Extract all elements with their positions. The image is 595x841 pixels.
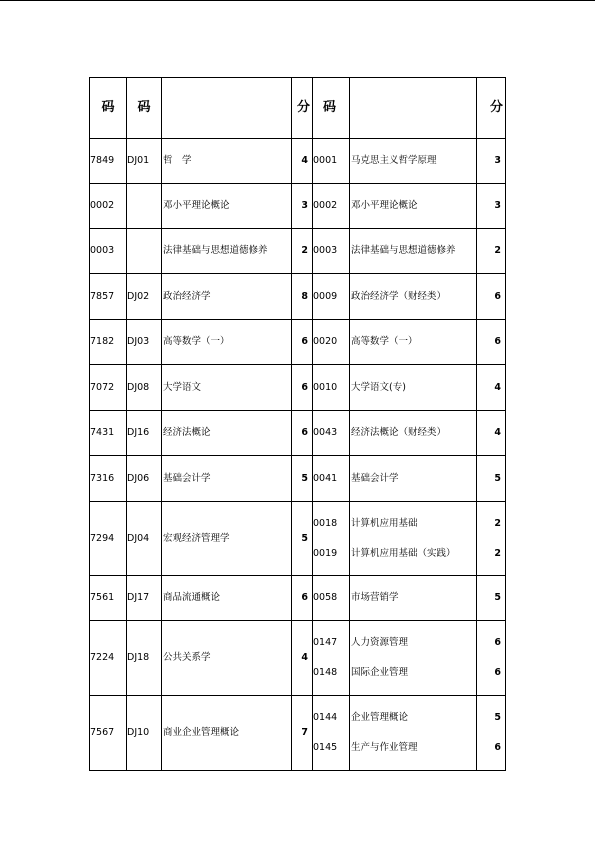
sub-credit-cell (477, 502, 506, 576)
sub-course-code: 0144 (313, 712, 338, 723)
course-name: 商业企业管理概论 (162, 696, 292, 771)
course-code: 0002 (90, 184, 127, 229)
table-row (90, 229, 506, 274)
course-credit: 6 (292, 576, 313, 621)
sub-code-cell (313, 229, 350, 274)
sub-name-cell (350, 229, 477, 274)
sub-course-credit: 3 (494, 155, 501, 167)
sub-name-cell (350, 139, 477, 184)
sub-course-code: 0019 (313, 547, 338, 559)
dj-code: DJ17 (127, 576, 162, 621)
sub-course-credit: 2 (494, 547, 501, 559)
course-code: 0003 (90, 229, 127, 274)
header-cell: 码 (127, 78, 162, 139)
sub-course-credit: 6 (494, 637, 501, 648)
sub-course-name: 基础会计学 (351, 472, 399, 484)
table-row (90, 365, 506, 411)
sub-course-credit: 3 (494, 200, 501, 212)
course-code: 7294 (90, 502, 127, 576)
course-code: 7316 (90, 456, 127, 502)
header-cell (162, 78, 292, 139)
sub-course-name: 邓小平理论概论 (351, 200, 418, 212)
sub-course-credit: 2 (494, 245, 501, 257)
dj-code: DJ04 (127, 502, 162, 576)
sub-course-code: 0145 (313, 742, 338, 753)
sub-course-credit: 4 (494, 381, 501, 393)
course-name: 基础会计学 (162, 456, 292, 502)
course-code: 7224 (90, 621, 127, 696)
sub-course-name: 生产与作业管理 (351, 742, 418, 753)
course-name: 商品流通概论 (162, 576, 292, 621)
sub-code-cell (313, 139, 350, 184)
header-cell: 码 (90, 78, 127, 139)
sub-credit-cell (477, 411, 506, 456)
sub-course-code: 0041 (313, 472, 338, 484)
sub-course-name: 计算机应用基础（实践） (351, 547, 456, 559)
sub-name-cell (350, 411, 477, 456)
sub-name-cell (350, 621, 477, 696)
dj-code: DJ16 (127, 411, 162, 456)
sub-course-code: 0018 (313, 517, 338, 529)
table-row (90, 621, 506, 696)
dj-code: DJ06 (127, 456, 162, 502)
sub-code-cell (313, 365, 350, 411)
sub-course-name: 高等数学（一） (351, 336, 418, 348)
sub-course-credit: 6 (494, 336, 501, 348)
sub-code-cell (313, 456, 350, 502)
sub-code-cell (313, 320, 350, 365)
sub-course-code: 0009 (313, 290, 338, 302)
sub-code-cell (313, 696, 350, 771)
table-row (90, 502, 506, 576)
sub-name-cell (350, 696, 477, 771)
sub-course-code: 0147 (313, 637, 338, 648)
sub-credit-cell (477, 320, 506, 365)
sub-name-cell (350, 274, 477, 320)
course-code: 7849 (90, 139, 127, 184)
course-name: 哲 学 (162, 139, 292, 184)
course-credit: 8 (292, 274, 313, 320)
course-code: 7072 (90, 365, 127, 411)
sub-course-credit: 6 (494, 742, 501, 753)
sub-course-credit: 5 (494, 592, 501, 604)
sub-credit-cell (477, 621, 506, 696)
course-code: 7182 (90, 320, 127, 365)
dj-code: DJ10 (127, 696, 162, 771)
sub-course-name: 市场营销学 (351, 592, 399, 604)
header-cell: 分 (477, 78, 506, 139)
sub-code-cell (313, 411, 350, 456)
dj-code (127, 229, 162, 274)
dj-code (127, 184, 162, 229)
table-row (90, 696, 506, 771)
sub-code-cell (313, 274, 350, 320)
course-credit: 6 (292, 320, 313, 365)
sub-credit-cell (477, 696, 506, 771)
dj-code: DJ01 (127, 139, 162, 184)
sub-course-name: 大学语文(专) (351, 381, 406, 393)
course-credit: 6 (292, 411, 313, 456)
sub-course-name: 马克思主义哲学原理 (351, 155, 437, 167)
sub-code-cell (313, 184, 350, 229)
table-row (90, 320, 506, 365)
sub-code-cell (313, 576, 350, 621)
sub-course-name: 国际企业管理 (351, 667, 409, 678)
sub-course-code: 0003 (313, 245, 338, 257)
table-row (90, 274, 506, 320)
sub-credit-cell (477, 456, 506, 502)
sub-course-code: 0148 (313, 667, 338, 678)
sub-course-credit: 2 (494, 517, 501, 529)
header-cell: 分 (292, 78, 313, 139)
sub-course-code: 0043 (313, 427, 338, 439)
course-name: 高等数学（一） (162, 320, 292, 365)
sub-course-code: 0020 (313, 336, 338, 348)
course-credit: 6 (292, 365, 313, 411)
sub-course-credit: 5 (494, 472, 501, 484)
sub-course-code: 0002 (313, 200, 338, 212)
course-credit: 4 (292, 139, 313, 184)
sub-name-cell (350, 502, 477, 576)
course-name: 法律基础与思想道德修养 (162, 229, 292, 274)
sub-course-code: 0001 (313, 155, 338, 167)
sub-course-credit: 6 (494, 290, 501, 302)
course-name: 经济法概论 (162, 411, 292, 456)
sub-credit-cell (477, 576, 506, 621)
sub-code-cell (313, 502, 350, 576)
sub-name-cell (350, 576, 477, 621)
course-mapping-table (89, 77, 506, 771)
sub-course-name: 法律基础与思想道德修养 (351, 245, 456, 257)
course-code: 7567 (90, 696, 127, 771)
sub-name-cell (350, 320, 477, 365)
course-credit: 5 (292, 456, 313, 502)
sub-code-cell (313, 621, 350, 696)
dj-code: DJ03 (127, 320, 162, 365)
sub-course-code: 0058 (313, 592, 338, 604)
header-cell (350, 78, 477, 139)
sub-credit-cell (477, 229, 506, 274)
header-cell: 码 (313, 78, 350, 139)
course-credit: 3 (292, 184, 313, 229)
table-row (90, 411, 506, 456)
course-credit: 2 (292, 229, 313, 274)
course-name: 公共关系学 (162, 621, 292, 696)
course-name: 大学语文 (162, 365, 292, 411)
sub-course-credit: 5 (494, 712, 501, 723)
sub-name-cell (350, 365, 477, 411)
course-credit: 7 (292, 696, 313, 771)
course-name: 宏观经济管理学 (162, 502, 292, 576)
course-name: 政治经济学 (162, 274, 292, 320)
sub-credit-cell (477, 365, 506, 411)
sub-course-credit: 6 (494, 667, 501, 678)
sub-course-name: 计算机应用基础 (351, 517, 418, 529)
course-credit: 5 (292, 502, 313, 576)
sub-course-name: 人力资源管理 (351, 637, 409, 648)
sub-course-name: 政治经济学（财经类） (351, 290, 447, 302)
table-row (90, 184, 506, 229)
course-credit: 4 (292, 621, 313, 696)
dj-code: DJ08 (127, 365, 162, 411)
sub-course-name: 经济法概论（财经类） (351, 427, 447, 439)
top-rule (0, 0, 595, 1)
course-code: 7561 (90, 576, 127, 621)
table-row (90, 576, 506, 621)
sub-name-cell (350, 184, 477, 229)
dj-code: DJ02 (127, 274, 162, 320)
sub-credit-cell (477, 274, 506, 320)
course-name: 邓小平理论概论 (162, 184, 292, 229)
sub-credit-cell (477, 139, 506, 184)
table-row (90, 139, 506, 184)
sub-course-code: 0010 (313, 381, 338, 393)
dj-code: DJ18 (127, 621, 162, 696)
course-code: 7857 (90, 274, 127, 320)
table-row (90, 456, 506, 502)
sub-course-name: 企业管理概论 (351, 712, 409, 723)
sub-credit-cell (477, 184, 506, 229)
sub-course-credit: 4 (494, 427, 501, 439)
sub-name-cell (350, 456, 477, 502)
table-header-row (90, 78, 506, 139)
course-code: 7431 (90, 411, 127, 456)
